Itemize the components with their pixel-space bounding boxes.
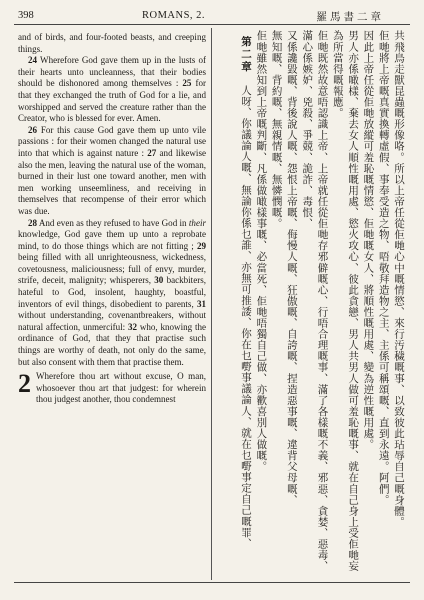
verse-text: being filled with all unrighteousness, wickedness, covetousness, maliciousness; full of envy, murder, strife, deceit, malignity; whisperers, — [18, 252, 206, 286]
verse-number: 31 — [196, 298, 206, 309]
chinese-verse: 佢哋既然故意唔認識上帝、上帝就任從佢哋存邪僻嘅心、行唔合理嘅事、滿了各樣嘅不義、邪惡、貪婪、惡毒、滿心係嫉妒、兇殺、爭競、詭詐、毒恨、 — [301, 30, 329, 572]
verse-text-23-cont: and of birds, and four-footed beasts, and creeping things. — [18, 32, 206, 54]
chinese-column — [216, 30, 406, 578]
verse-text: backbiters, hateful to God, insolent, haughty, boastful, inventors of evil things, disobedient to parents, — [18, 275, 206, 309]
verse-number: 29 — [196, 240, 206, 251]
verse-text: and likewise also the men, leaving the natural use of the woman, burned in their lust one toward another, men with men working unseemliness, and receiving in themselves that recompense of their error which was due. — [18, 147, 206, 216]
verse-26 — [18, 125, 206, 218]
verse-text: for that they exchanged the truth of God for a lie, and worshipped and served the creature rather than the Creator, who is blessed for ever. Amen. — [18, 78, 206, 124]
verse-text: And even as they refused to have God in — [38, 217, 189, 228]
chinese-verse: 又係讒毀嘅、背後說人嘅、怨恨上帝嘅、侮慢人嘅、狂傲嘅、自誇嘅、捏造惡事嘅、違背父母嘅、 — [285, 30, 298, 506]
chinese-verse: 佢哋雖然知到上帝嘅判斷、凡係做噉樣事嘅、必當死、佢哋唔獨自己做、亦歡喜別人做嘅。 — [255, 30, 268, 472]
verse-number: 24 — [28, 55, 38, 66]
chinese-verse: 無知嘅、背約嘅、無親情嘅、無憐憫嘅。 — [270, 30, 283, 229]
chinese-verse: 人呀、你議論人嘅、無論你係乜誰、亦無可推諉、你在乜嘢事議論人、就在乜嘢事定自己嘅罪、 — [240, 84, 253, 549]
verse-text: who, knowing the ordinance of God, that they that practise such things are worthy of death, not only do the same, but also consent with them that practise them. — [18, 321, 206, 367]
verse-number: 32 — [127, 321, 138, 332]
chinese-verse: 男人亦係噉樣、棄去女人順性嘅用處、慾火攻心、彼此貪戀、男人共男人做可羞恥嘅事、就在自己身上受佢哋妄為所當得嘅報應。 — [331, 30, 360, 572]
verse-number: 30 — [154, 275, 164, 286]
verse-text: For this cause God gave them up unto vile passions : for their women changed the natural use into that which is against nature : — [18, 124, 206, 158]
footer-rule — [14, 582, 410, 583]
verse-text-italic: their — [188, 217, 206, 228]
verse-text: Wherefore God gave them up in the lusts of their hearts unto uncleanness, that their bodies should be dishonored among themselves : — [18, 55, 206, 89]
chapter-number: 2 — [18, 369, 31, 399]
running-title: ROMANS, 2. — [142, 10, 206, 21]
chinese-chapter-2 — [238, 36, 253, 578]
verse-text: Wherefore thou art without excuse, O man, whosoever thou art that judgest: for wherein thou judgest another, thou condemnest — [36, 371, 206, 405]
verse-text: knowledge, God gave them up unto a reprobate mind, to do those things which are not fitting ; — [18, 229, 206, 251]
chinese-verse: 佢哋將上帝嘅真實換轉虛假、事奉受造之物、唔敬拜造物之主、主係可稱頌嘅、直到永遠。阿們。 — [377, 30, 390, 506]
chapter-2-start — [18, 371, 206, 406]
running-title-chinese: 羅馬書二章 — [316, 12, 384, 23]
chinese-verse: 共飛鳥走獸昆蟲嘅形像咯。所以上帝任從佢哋心中嘅情慾、來行汚穢嘅事、以致彼此玷辱自己嘅身體。 — [393, 30, 405, 528]
verse-number: 26 — [28, 124, 38, 135]
verse-24 — [18, 55, 206, 125]
verse-number: 25 — [182, 78, 192, 89]
english-column — [18, 32, 206, 577]
verse-number: 28 — [28, 217, 38, 228]
page-number: 398 — [18, 10, 34, 21]
chapter-heading: 第二章 — [240, 36, 253, 74]
verse-number: 27 — [147, 147, 157, 158]
verse-28 — [18, 218, 206, 369]
header-rule — [14, 24, 410, 25]
column-divider — [211, 28, 212, 580]
chinese-verse: 因此上帝任從佢哋放縱可羞恥嘅情慾、佢哋嘅女人、將順性嘅用處、變為逆性嘅用處。 — [362, 30, 375, 450]
verse-text: without understanding, covenantbreakers, without natural affection, unmerciful: — [18, 310, 206, 332]
